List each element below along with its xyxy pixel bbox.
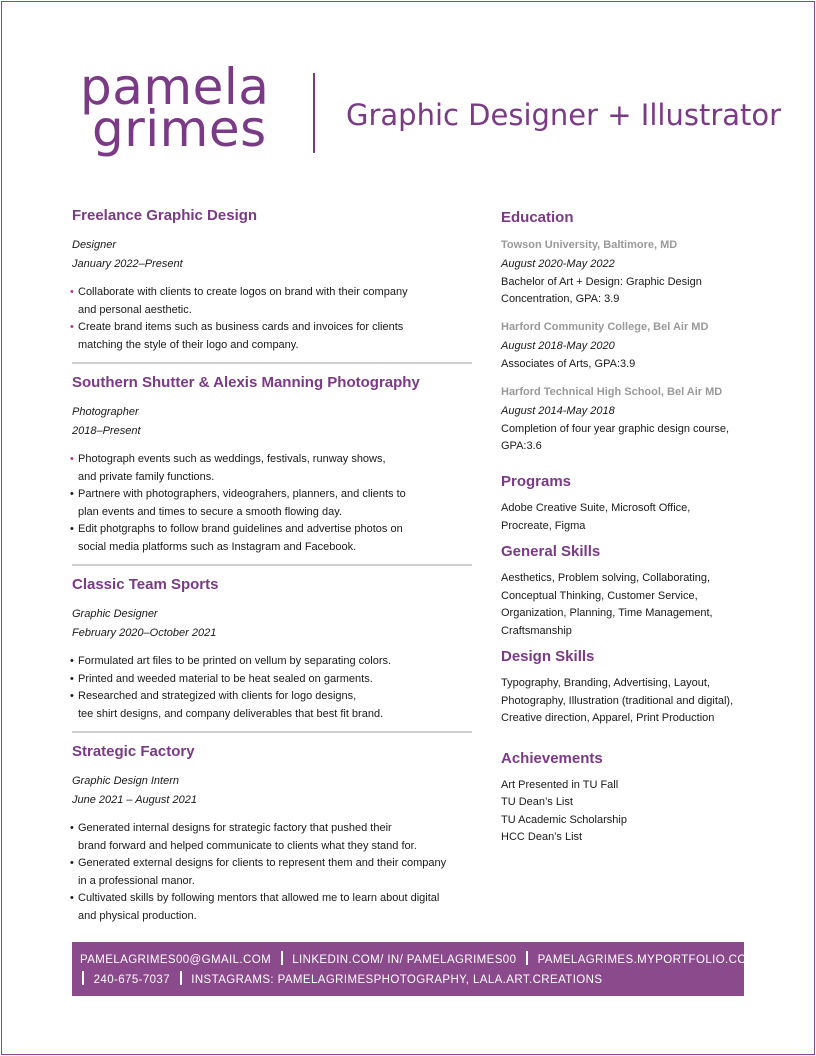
phone-number: 240-675-7037: [93, 974, 171, 986]
list-item: • Collaborate with clients to create logos on brand with their company and personal aesthetic.: [72, 284, 472, 319]
general-skills-section: General Skills Aesthetics, Problem solving, Collaborating, Conceptual Thinking, Customer Service, Organization, Planning, Time Management, Craftsmanship: [501, 543, 761, 640]
job-strategic-factory: [72, 731, 472, 933]
job-dates: February 2020–October 2021: [72, 627, 217, 639]
header-divider: [313, 73, 315, 153]
job-dates: 2018–Present: [72, 425, 141, 437]
list-item: • Photograph events such as weddings, festivals, runway shows, and private family functions.: [72, 451, 472, 486]
last-name: grimes: [92, 100, 267, 158]
email-link[interactable]: PAMELAGRIMES00@GMAIL.COM: [80, 954, 272, 966]
job-role: Graphic Design Intern: [72, 775, 179, 787]
school-dates: August 2020-May 2022: [501, 258, 615, 270]
job-role: Photographer: [72, 406, 139, 418]
list-item: • Edit photgraphs to follow brand guidelines and advertise photos on social media platforms such as Instagram and Facebook.: [72, 521, 472, 556]
divider: [180, 971, 182, 985]
contact-footer: [72, 942, 757, 996]
education-item: [501, 318, 761, 373]
sidebar-column: [501, 209, 761, 855]
job-company: Southern Shutter & Alexis Manning Photography: [72, 374, 420, 391]
section-heading: General Skills: [501, 543, 601, 560]
list-item: • Printed and weeded material to be heat sealed on garments.: [72, 671, 472, 689]
education-item: [501, 236, 761, 308]
job-dates: June 2021 – August 2021: [72, 794, 197, 806]
school-name: Towson University, Baltimore, MD: [501, 239, 678, 251]
school-dates: August 2018-May 2020: [501, 340, 615, 352]
section-heading: Design Skills: [501, 648, 595, 665]
list-item: • Formulated art files to be printed on vellum by separating colors.: [72, 653, 472, 671]
list-item: • Create brand items such as business cards and invoices for clients matching the style of their logo and company.: [72, 319, 472, 354]
design-skills-section: Design Skills Typography, Branding, Advertising, Layout, Photography, Illustration (traditional and digital), Creative direction, Apparel, Print Production: [501, 648, 761, 728]
linkedin-link[interactable]: LINKEDIN.COM/ IN/ PAMELAGRIMES00: [292, 954, 517, 966]
name-logo: [80, 58, 310, 158]
divider: [281, 951, 283, 965]
education-item: [501, 383, 761, 455]
job-bullets: [72, 451, 472, 556]
list-item: • Cultivated skills by following mentors that allowed me to learn about digital and physical production.: [72, 890, 472, 925]
achievements-section: Achievements Art Presented in TU Fall TU Dean’s List TU Academic Scholarship HCC Dean’s List: [501, 750, 761, 847]
job-company: Classic Team Sports: [72, 576, 219, 593]
job-bullets: [72, 653, 472, 723]
school-desc: Associates of Arts, GPA:3.9: [501, 358, 636, 370]
experience-column: [72, 207, 472, 933]
school-name: Harford Technical High School, Bel Air MD: [501, 386, 723, 398]
job-bullets: [72, 820, 472, 925]
page-title: Graphic Designer + Illustrator: [346, 98, 782, 132]
section-heading: Education: [501, 209, 574, 226]
school-dates: August 2014-May 2018: [501, 405, 615, 417]
job-classic-team-sports: [72, 564, 472, 731]
job-role: Graphic Designer: [72, 608, 158, 620]
education-section: [501, 209, 761, 455]
section-heading: Achievements: [501, 749, 603, 767]
job-southern-shutter: [72, 362, 472, 564]
list-item: • Partnere with photographers, videograhers, planners, and clients to plan events and times to secure a smooth flowing day.: [72, 486, 472, 521]
job-role: Designer: [72, 239, 117, 251]
programs-section: Programs Adobe Creative Suite, Microsoft Office, Procreate, Figma: [501, 473, 761, 535]
section-heading: Programs: [501, 473, 572, 490]
job-freelance: [72, 207, 472, 362]
school-desc: Completion of four year graphic design course, GPA:3.6: [501, 423, 730, 452]
job-company: Freelance Graphic Design: [72, 207, 258, 224]
school-name: Harford Community College, Bel Air MD: [501, 321, 709, 333]
list-item: • Researched and strategized with clients for logo designs, tee shirt designs, and company deliverables that best fit brand.: [72, 688, 472, 723]
instagram-links[interactable]: INSTAGRAMS: PAMELAGRIMESPHOTOGRAPHY, LALA.ART.CREATIONS: [191, 974, 603, 986]
divider: [526, 951, 528, 965]
school-desc: Bachelor of Art + Design: Graphic Design Concentration, GPA: 3.9: [501, 276, 702, 305]
job-dates: January 2022–Present: [72, 258, 183, 270]
divider: [82, 971, 84, 985]
first-name: pamela: [80, 58, 270, 116]
list-item: • Generated internal designs for strategic factory that pushed their brand forward and helped communicate to clients what they stand for.: [72, 820, 472, 855]
portfolio-link[interactable]: PAMELAGRIMES.MYPORTFOLIO.COM: [537, 954, 757, 966]
list-item: • Generated external designs for clients to represent them and their company in a professional manor.: [72, 855, 472, 890]
job-company: Strategic Factory: [72, 743, 195, 760]
job-bullets: [72, 284, 472, 354]
